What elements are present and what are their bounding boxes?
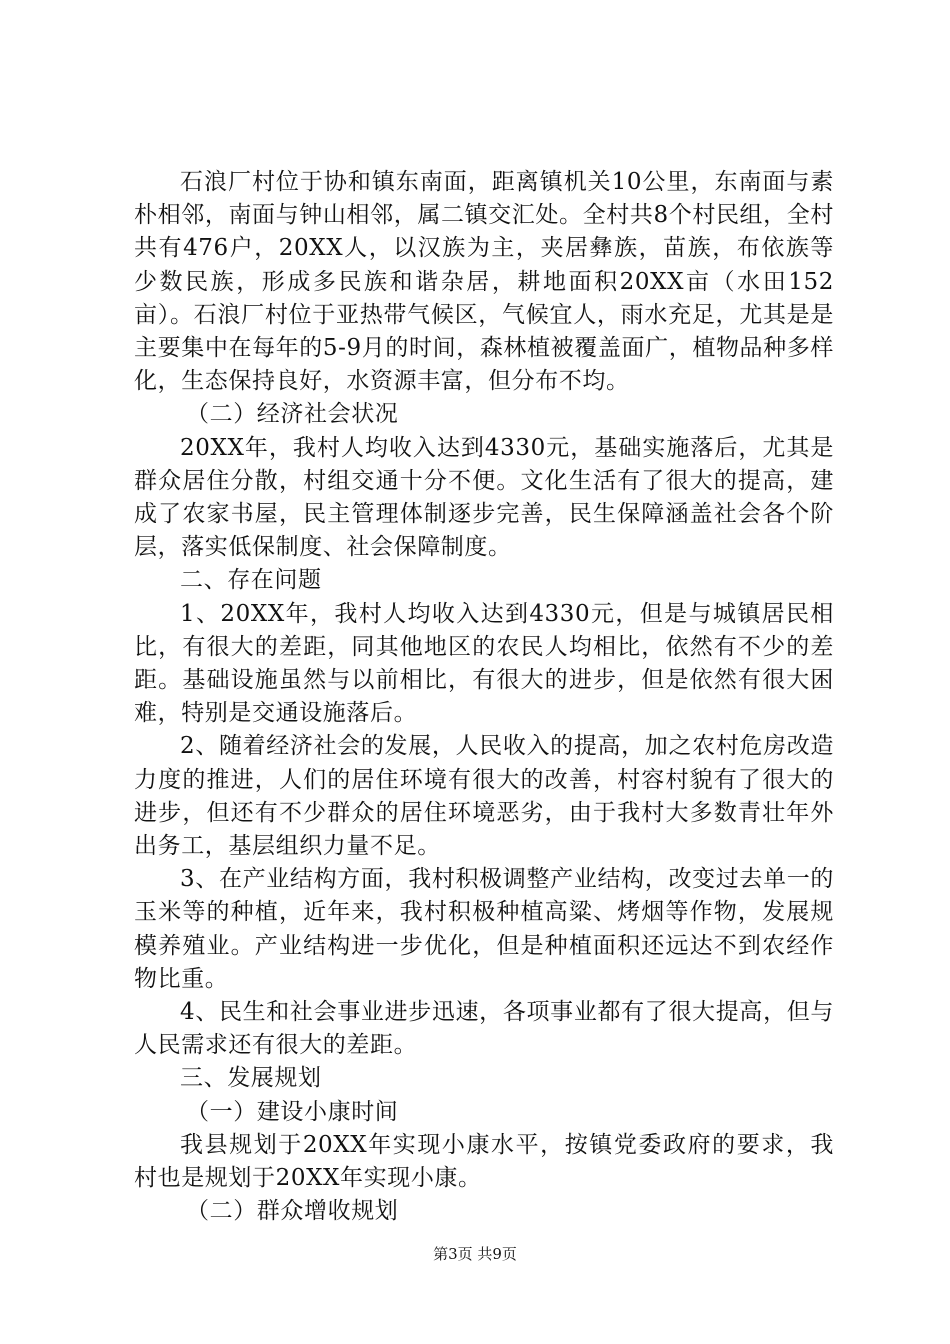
heading-xiaokang-time: （一）建设小康时间: [186, 1098, 399, 1125]
paragraph-xiaokang-time: 我县规划于20XX年实现小康水平，按镇党委政府的要求，我村也是规划于20XX年实现小康。: [134, 1131, 834, 1192]
heading-existing-problems: 二、存在问题: [180, 567, 322, 594]
heading-economy-society: （二）经济社会状况: [186, 401, 399, 428]
paragraph-village-overview: 石浪厂村位于协和镇东南面，距离镇机关10公里，东南面与素朴相邻，南面与钟山相邻，属二镇交汇处。全村共8个村民组，全村共有476户，20XX人，以汉族为主，夹居彝族，苗族，布依族等少数民族，形成多民族和谐杂居，耕地面积20XX亩（水田152亩）。石浪厂村位于亚热带气候区，气候宜人，雨水充足，尤其是是主要集中在每年的5-9月的时间，森林植被覆盖面广，植物品种多样化，生态保持良好，水资源丰富，但分布不均。: [134, 169, 834, 395]
page-footer: 第3页 共9页: [433, 1245, 517, 1263]
paragraph-problem-4: 4、民生和社会事业进步迅速，各项事业都有了很大提高，但与人民需求还有很大的差距。: [134, 999, 834, 1059]
heading-income-plan: （二）群众增收规划: [186, 1198, 399, 1225]
paragraph-problem-2: 2、随着经济社会的发展，人民收入的提高，加之农村危房改造力度的推进，人们的居住环境有很大的改善，村容村貌有了很大的进步，但还有不少群众的居住环境恶劣，由于我村大多数青壮年外出务工，基层组织力量不足。: [134, 733, 834, 860]
paragraph-problem-3: 3、在产业结构方面，我村积极调整产业结构，改变过去单一的玉米等的种植，近年来，我村积极种植高粱、烤烟等作物，发展规模养殖业。产业结构进一步优化，但是种植面积还远达不到农经作物比重。: [134, 866, 834, 992]
paragraph-economy-society: 20XX年，我村人均收入达到4330元，基础实施落后，尤其是群众居住分散，村组交通十分不便。文化生活有了很大的提高，建成了农家书屋，民主管理体制逐步完善，民生保障涵盖社会各个阶层，落实低保制度、社会保障制度。: [134, 434, 834, 561]
heading-development-plan: 三、发展规划: [180, 1065, 322, 1092]
document-body: [134, 166, 834, 1229]
paragraph-problem-1: 1、20XX年，我村人均收入达到4330元，但是与城镇居民相比，有很大的差距，同其他地区的农民人均相比，依然有不少的差距。基础设施虽然与以前相比，有很大的进步，但是依然有很大困难，特别是交通设施落后。: [134, 600, 834, 727]
